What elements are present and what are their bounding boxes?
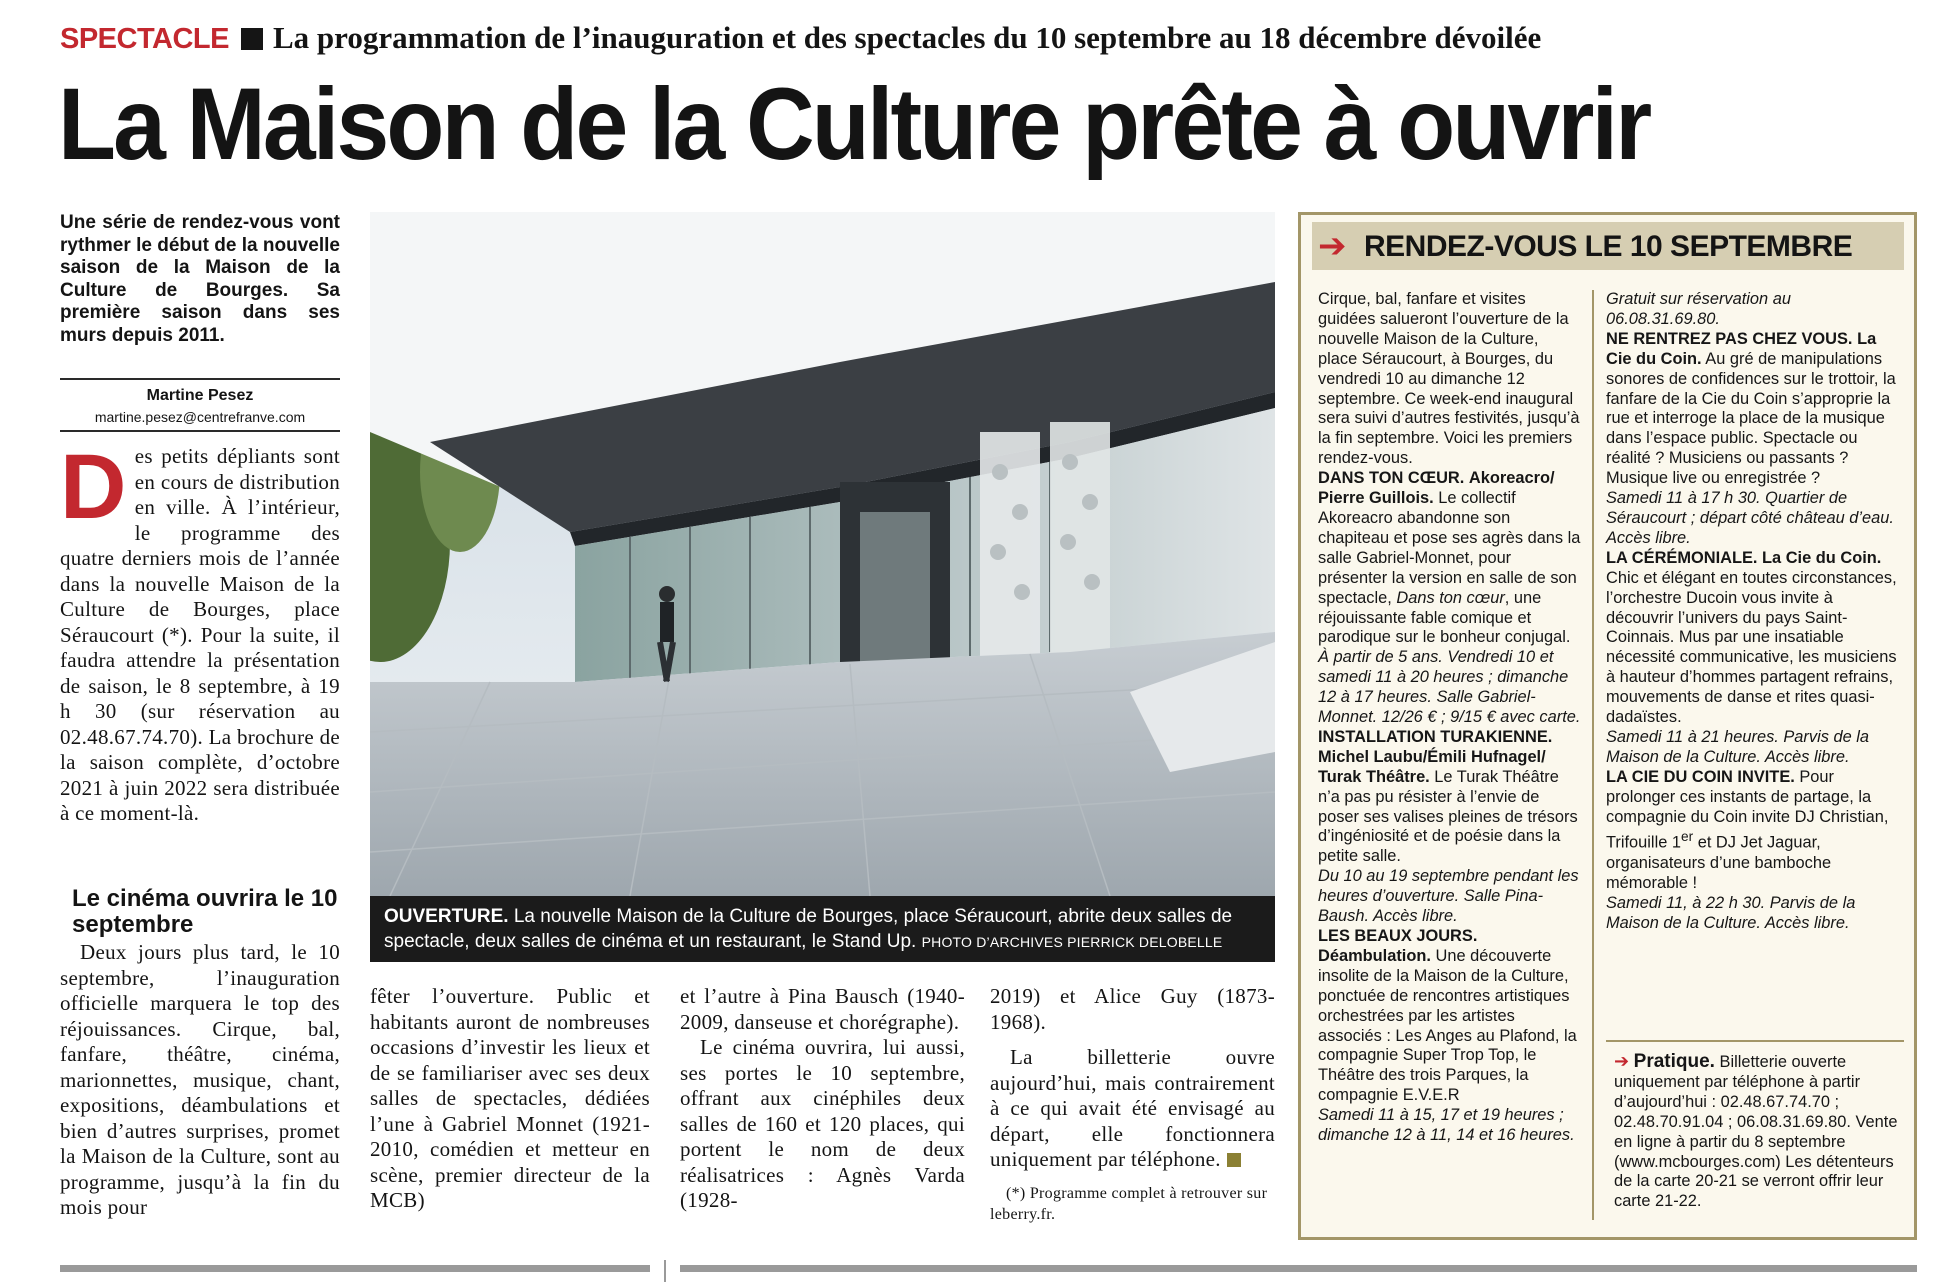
dropcap: D [60,436,127,538]
photo-credit: PHOTO D’ARCHIVES PIERRICK DELOBELLE [921,934,1223,950]
building-photo [370,212,1275,896]
caption-text: La nouvelle Maison de la Culture de Bourges, place Séraucourt, abrite deux salles de spectacle, deux salles de cinéma et un restaurant, le Stand Up. [384,906,1233,952]
article-subhead: Le cinéma ouvrira le 10 septembre [72,885,338,938]
event-installation-turakienne: INSTALLATION TURAKIENNE. Michel Laubu/Émili Hufnagel/ Turak Théâtre. Le Turak Théâtre n’a pas pu résister à l’envie de poser ses valises pleines de trésors d’ingéniosité et de poésie dans la petite salle. [1318,727,1578,866]
byline-email[interactable]: martine.pesez@centrefranve.com [94,409,306,425]
event-info: Du 10 au 19 septembre pendant les heures d’ouverture. Salle Pina-Baush. Accès libre. [1318,867,1579,926]
article-paragraph-6: La billetterie ouvre aujourd’hui, mais contrairement à ce qui avait été envisagé au départ, elle fonctionnera uniquement par téléphone. [990,1045,1275,1171]
article-paragraph-4: Le cinéma ouvrira, lui aussi, ses portes le 10 septembre, offrant aux cinéphiles deux salles de 160 et 120 places, qui portent le nom de deux réalisatrices : Agnès Varda (1928- [680,1035,965,1212]
pratique-block [1614,1052,1904,1212]
chapo: Une série de rendez-vous vont rythmer le début de la nouvelle saison de la Maison de la Culture de Bourges. Sa première saison dans ses murs depuis 2011. [60,212,340,346]
headline: La Maison de la Culture prête à ouvrir [58,67,1650,181]
end-of-article-icon [1227,1153,1241,1167]
event-info: À partir de 5 ans. Vendredi 10 et samedi 11 à 20 heures ; dimanche 12 à 17 heures. Salle Gabriel-Monnet. 12/26 € ; 9/15 € avec carte. [1318,648,1581,727]
article-paragraph-3: et l’autre à Pina Bausch (1940-2009, danseuse et chorégraphe). [680,984,965,1034]
arrow-right-icon: ➔ [1318,226,1347,266]
event-info: Samedi 11 à 15, 17 et 19 heures ; dimanche 12 à 11, 14 et 16 heures. [1318,1106,1575,1145]
kicker-text: La programmation de l’inauguration et des spectacles du 10 septembre au 18 décembre dévoilée [272,20,1542,55]
photo-illustration [370,212,1275,896]
photo-caption [370,896,1275,962]
event-la-ceremoniale: LA CÉRÉMONIALE. La Cie du Coin. Chic et élégant en toutes circonstances, l’orchestre Ducoin vous invite à découvrir l’univers du pays Saint-Coinnais. Mus par une insatiable nécessité communicative, les musiciens à hauteur d’hommes partagent refrains, mouvements de danse et rites quasi-dadaïstes. [1606,548,1897,727]
pratique-text: Billetterie ouverte uniquement par téléphone à partir d’aujourd’hui : 02.48.67.74.70 ; 02.48.70.91.04 ; 06.08.31.69.80. Vente en ligne à partir du 8 septembre (www.mcbourges.com) Les détenteurs de la carte 20-21 se verront offrir leur carte 21-22. [1614,1053,1898,1211]
article-column-2: fêter l’ouverture. Public et habitants auront de nombreuses occasions d’investir les lieux et de se familiariser avec ses deux salles de spectacles, dédiées l’une à Gabriel Monnet (1921-2010, comédien et metteur en scène, premier directeur de la MCB) [370,984,650,1212]
event-dans-ton-coeur: DANS TON CŒUR. Akoreacro/ Pierre Guillois. Le collectif Akoreacro abandonne son chapiteau et pose ses agrès dans la salle Gabriel-Monnet, pour présenter la version en salle de son spectacle, Dans ton cœur, une réjouissante fable comique et parodique sur le bonheur conjugal. [1318,469,1581,647]
byline-rule-bottom [60,430,340,432]
footer-rule-right [680,1265,1917,1272]
footer-rule-left [60,1265,650,1272]
byline-rule-top [60,378,340,380]
footer-rule-tick [664,1260,666,1282]
sidebar-column-2 [1606,290,1904,933]
section-label: SPECTACLE [60,23,229,55]
sidebar-intro: Cirque, bal, fanfare et visites guidées salueront l’ouverture de la nouvelle Maison de la Culture, place Séraucourt, à Bourges, du vendredi 10 au dimanche 12 septembre. Ce week-end inaugural sera suivi d’autres festivités, jusqu’à la fin septembre. Voici les premiers rendez-vous. [1318,290,1580,468]
sidebar-column-1 [1318,290,1582,1146]
event-les-beaux-jours: LES BEAUX JOURS. Déambulation. Une découverte insolite de la Maison de la Culture, ponctuée de rencontres artistiques orchestrées par les artistes associés : Les Anges au Plafond, la compagnie Super Trop Top, le Théâtre des trois Parques, la compagnie E.V.E.R [1318,927,1577,1105]
event-info: Samedi 11, à 22 h 30. Parvis de la Maison de la Culture. Accès libre. [1606,893,1856,932]
article-paragraph-1: es petits dépliants sont en cours de distribution en ville. À l’intérieur, le programme des quatre derniers mois de l’année dans la nouvelle Maison de la Culture de Bourges, place Séraucourt (*). Pour la suite, il faudra attendre la présentation de saison, le 8 septembre, à 19 h 30 (sur réservation au 02.48.67.74.70). La brochure de la saison complète, d’octobre 2021 à juin 2022 sera distribuée à ce moment-là. [60,444,340,825]
byline-name: Martine Pesez [146,387,254,404]
event-info: Samedi 11 à 21 heures. Parvis de la Maison de la Culture. Accès libre. [1606,727,1870,766]
arrow-right-icon: ➔ [1614,1051,1630,1072]
square-bullet-icon [241,28,263,50]
caption-label: OUVERTURE. [384,906,509,927]
pratique-title: Pratique. [1633,1051,1715,1072]
article-column-3 [680,984,965,1214]
pratique-divider [1606,1040,1904,1042]
event-ne-rentrez-pas: NE RENTREZ PAS CHEZ VOUS. La Cie du Coin. Au gré de manipulations sonores de confidences sur le trottoir, la fanfare de la Cie du Coin s’approprie la rue et interroge la place de la musique dans l’espace public. Spectacle ou réalité ? Musiciens ou passants ? Musique live ou enregistrée ? [1606,329,1896,488]
event-la-cie-du-coin-invite: LA CIE DU COIN INVITE. Pour prolonger ces instants de partage, la compagnie du Coin invite DJ Christian, Trifouille 1er et DJ Jet Jaguar, organisateurs d’une bamboche mémorable ! [1606,767,1889,892]
event-info: Samedi 11 à 17 h 30. Quartier de Séraucourt ; départ côté château d’eau. Accès libre. [1606,489,1894,547]
sidebar-column-divider [1592,290,1594,1220]
article-paragraph-5: 2019) et Alice Guy (1873-1968). [990,984,1275,1034]
article-column-4 [990,984,1275,1225]
footnote: (*) Programme complet à retrouver sur leberry.fr. [990,1184,1268,1223]
sidebar-title: RENDEZ-VOUS LE 10 SEPTEMBRE [1364,230,1853,263]
article-column-1 [60,436,340,827]
kicker [60,16,1920,60]
article-paragraph-2: Deux jours plus tard, le 10 septembre, l’inauguration officielle marquera le top des réjouissances. Cirque, bal, fanfare, théâtre, cinéma, marionnettes, musique, chant, expositions, déambulations et bien d’autres surprises, promet la Maison de la Culture, sont au programme, jusqu’à la fin du mois pour [60,940,340,1219]
event-info: Gratuit sur réservation au 06.08.31.69.80. [1606,290,1791,328]
